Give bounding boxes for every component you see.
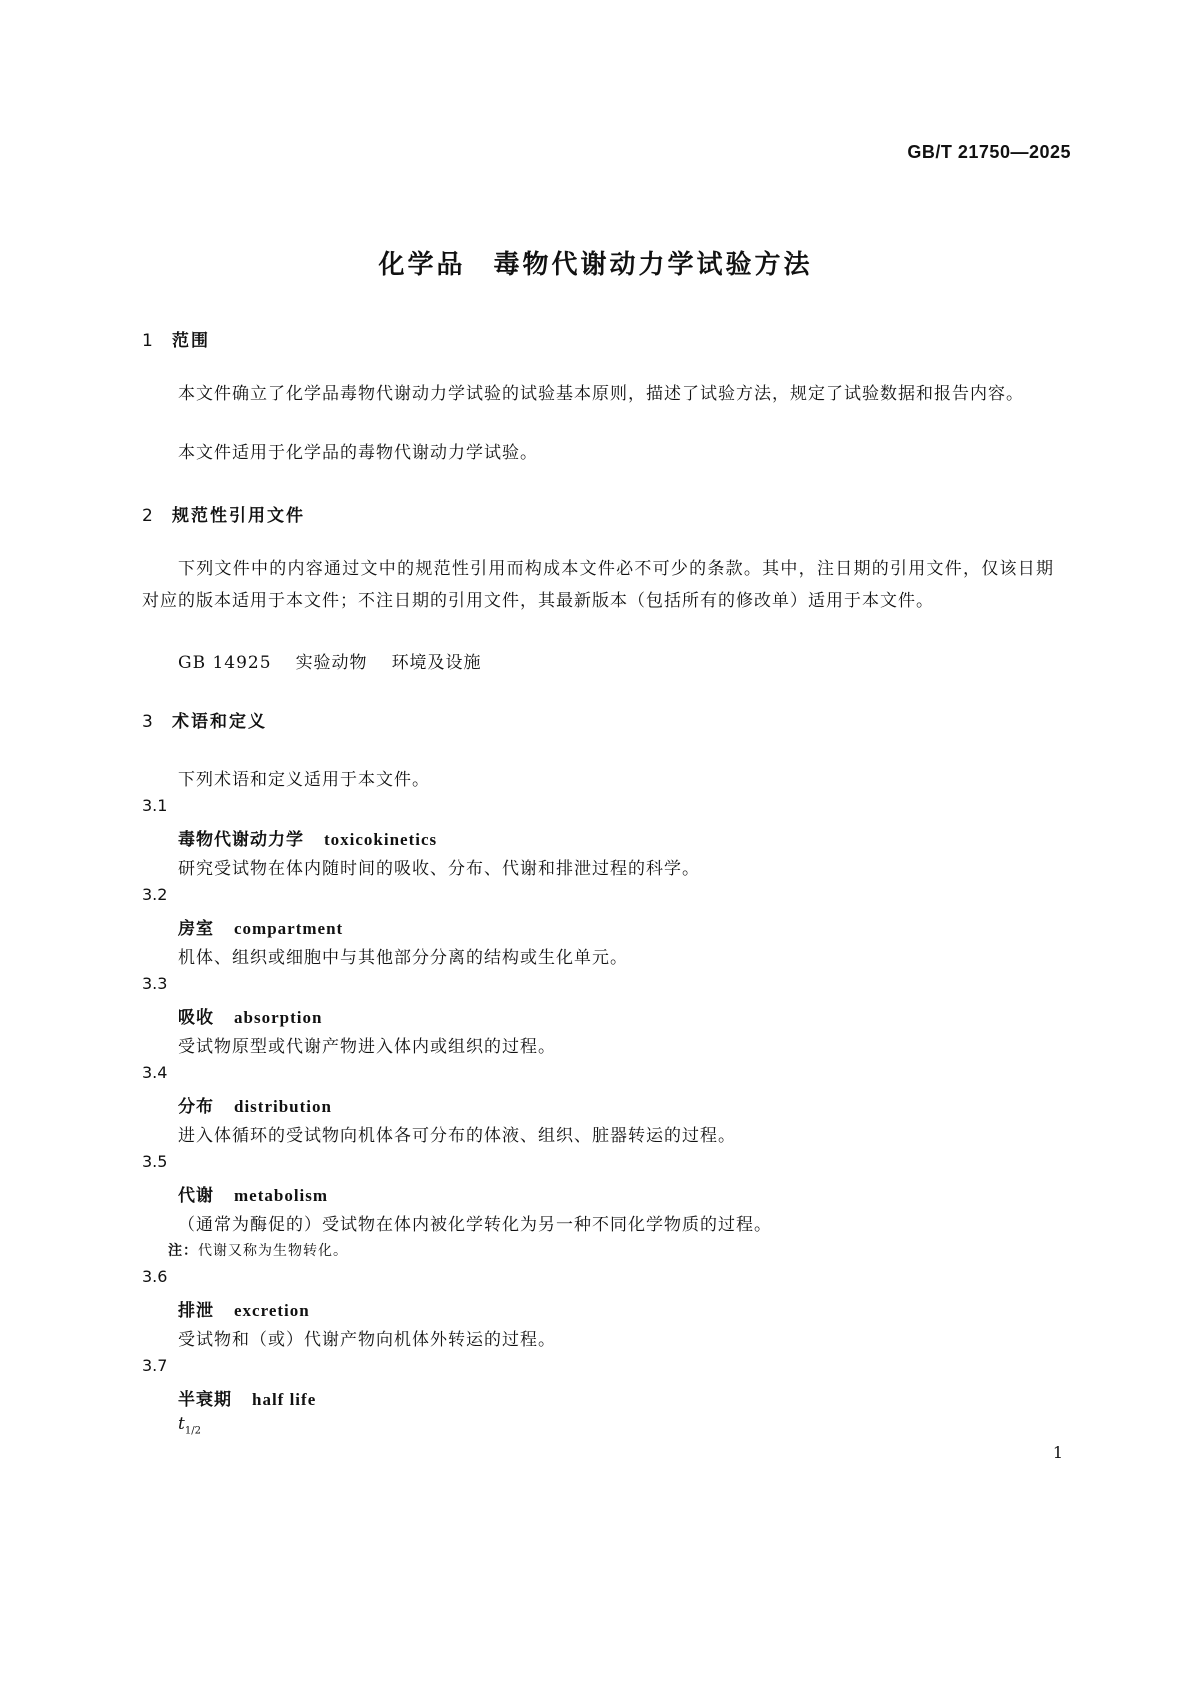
page-number: 1 — [1052, 1443, 1063, 1462]
term-number: 3.4 — [142, 1063, 168, 1082]
term-name — [178, 1296, 310, 1321]
term-definition: 受试物和（或）代谢产物向机体外转运的过程。 — [178, 1330, 556, 1350]
term-name — [178, 914, 343, 939]
note-text: 代谢又称为生物转化。 — [198, 1243, 348, 1259]
scope-paragraph-2: 本文件适用于化学品的毒物代谢动力学试验。 — [178, 443, 538, 463]
standard-code: GB/T 21750—2025 — [907, 142, 1071, 162]
term-number: 3.2 — [142, 885, 168, 904]
term-name-en: excretion — [234, 1301, 310, 1320]
section-1-heading — [142, 326, 210, 351]
term-definition: 进入体循环的受试物向机体各可分布的体液、组织、脏器转运的过程。 — [178, 1126, 736, 1146]
section-title: 范围 — [172, 331, 210, 351]
term-name-en: compartment — [234, 919, 344, 938]
term-name-en: absorption — [234, 1008, 323, 1027]
symbol-base: t — [178, 1414, 185, 1434]
term-name-zh: 排泄 — [178, 1301, 214, 1321]
term-number: 3.5 — [142, 1152, 168, 1171]
term-name-zh: 吸收 — [178, 1008, 214, 1028]
term-name-zh: 半衰期 — [178, 1390, 232, 1410]
title-part-2: 毒物代谢动力学试验方法 — [493, 250, 813, 280]
term-number: 3.1 — [142, 796, 168, 815]
section-number: 1 — [142, 331, 155, 351]
term-name-en: metabolism — [234, 1186, 329, 1205]
term-note — [168, 1240, 348, 1260]
term-name-zh: 分布 — [178, 1097, 214, 1117]
title-part-1: 化学品 — [378, 250, 466, 280]
term-definition: 机体、组织或细胞中与其他部分分离的结构或生化单元。 — [178, 948, 628, 968]
section-title: 规范性引用文件 — [172, 506, 305, 526]
term-name-en: distribution — [234, 1097, 332, 1116]
term-number: 3.3 — [142, 974, 168, 993]
section-3-heading — [142, 707, 267, 732]
reference-item — [178, 648, 482, 673]
section-2-heading — [142, 501, 305, 526]
term-name-en: half life — [252, 1390, 317, 1409]
normative-references-paragraph: 下列文件中的内容通过文中的规范性引用而构成本文件必不可少的条款。其中，注日期的引用文件，仅该日期对应的版本适用于本文件；不注日期的引用文件，其最新版本（包括所有的修改单）适用于本文件。 — [142, 559, 1054, 611]
reference-code: GB 14925 — [178, 653, 272, 673]
note-label: 注： — [168, 1243, 198, 1259]
symbol-subscript: 1/2 — [184, 1425, 201, 1437]
term-name — [178, 825, 437, 850]
term-name — [178, 1092, 332, 1117]
term-name — [178, 1003, 322, 1028]
section-number: 3 — [142, 712, 155, 732]
term-number: 3.7 — [142, 1356, 168, 1375]
scope-paragraph-1: 本文件确立了化学品毒物代谢动力学试验的试验基本原则，描述了试验方法，规定了试验数据和报告内容。 — [178, 384, 1024, 404]
reference-title-2: 环境及设施 — [391, 653, 482, 673]
term-name — [178, 1181, 328, 1206]
section-title: 术语和定义 — [172, 712, 267, 732]
terms-intro: 下列术语和定义适用于本文件。 — [178, 770, 430, 790]
section-number: 2 — [142, 506, 155, 526]
term-definition: 研究受试物在体内随时间的吸收、分布、代谢和排泄过程的科学。 — [178, 859, 700, 879]
term-number: 3.6 — [142, 1267, 168, 1286]
term-definition: 受试物原型或代谢产物进入体内或组织的过程。 — [178, 1037, 556, 1057]
reference-title-1: 实验动物 — [295, 653, 368, 673]
term-name-zh: 代谢 — [178, 1186, 214, 1206]
term-name-en: toxicokinetics — [324, 830, 438, 849]
term-name — [178, 1385, 316, 1410]
term-symbol — [178, 1414, 201, 1436]
term-name-zh: 毒物代谢动力学 — [178, 830, 304, 850]
term-name-zh: 房室 — [178, 919, 214, 939]
document-title — [0, 244, 1191, 281]
term-definition: （通常为酶促的）受试物在体内被化学转化为另一种不同化学物质的过程。 — [178, 1215, 772, 1235]
